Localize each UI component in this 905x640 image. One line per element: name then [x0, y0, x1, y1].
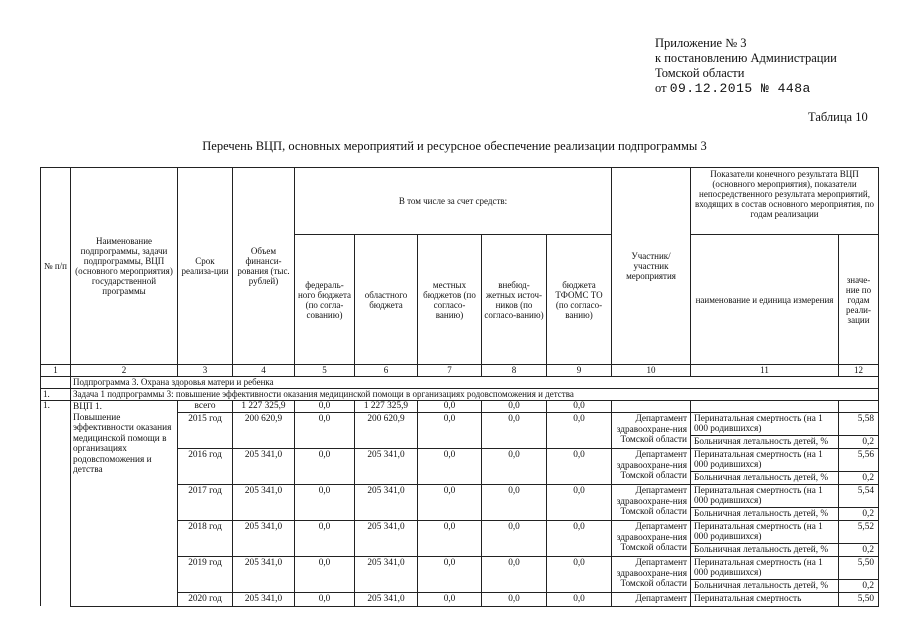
indicator-perinatal-value: 5,58	[839, 413, 879, 436]
column-number: 10	[612, 365, 691, 377]
column-numbers-row	[41, 365, 879, 377]
vcp-name	[71, 401, 178, 607]
total-volume: 1 227 325,9	[233, 401, 295, 413]
year-tfoms: 0,0	[547, 449, 612, 485]
year-federal: 0,0	[295, 449, 355, 485]
indicator-perinatal: Перинатальная смертность (на 1 000 родившихся)	[691, 413, 839, 436]
year-extra: 0,0	[482, 449, 547, 485]
year-federal: 0,0	[295, 485, 355, 521]
total-regional: 1 227 325,9	[355, 401, 418, 413]
indicator-perinatal: Перинатальная смертность (на 1 000 родившихся)	[691, 557, 839, 580]
year-participant: Департамент здравоохране-ния Томской области	[612, 413, 691, 449]
year-tfoms: 0,0	[547, 485, 612, 521]
header-regional: областного бюджета	[355, 235, 418, 365]
year-period: 2015 год	[178, 413, 233, 449]
year-period: 2016 год	[178, 449, 233, 485]
total-tfoms: 0,0	[547, 401, 612, 413]
year-period: 2017 год	[178, 485, 233, 521]
year-volume: 200 620,9	[233, 413, 295, 449]
indicator-mortality-value: 0,2	[839, 508, 879, 521]
indicator-mortality: Больничная летальность детей, %	[691, 508, 839, 521]
column-number: 9	[547, 365, 612, 377]
column-number: 1	[41, 365, 71, 377]
year-period: 2020 год	[178, 593, 233, 607]
year-tfoms: 0,0	[547, 593, 612, 607]
header-indicators-group: Показатели конечного результата ВЦП (основного мероприятия), показатели непосредственного результата мероприятий, входящих в состав основного мероприятия, по годам реализации	[691, 168, 879, 235]
year-participant: Департамент	[612, 593, 691, 607]
year-volume: 205 341,0	[233, 557, 295, 593]
indicator-perinatal-value: 5,50	[839, 593, 879, 607]
year-regional: 205 341,0	[355, 521, 418, 557]
year-extra: 0,0	[482, 593, 547, 607]
year-federal: 0,0	[295, 593, 355, 607]
year-period: 2019 год	[178, 557, 233, 593]
task-num: 1.	[41, 389, 71, 401]
header-participant: Участник/ участник мероприятия	[612, 168, 691, 365]
task-label: Задача 1 подпрограммы 3: повышение эффективности оказания медицинской помощи в организациях родовспоможения и детства	[71, 389, 879, 401]
indicator-mortality-value: 0,2	[839, 544, 879, 557]
vcp-name-text: Повышение эффективности оказания медицинской помощи в организациях родовспоможения и детства	[73, 412, 172, 475]
year-extra: 0,0	[482, 557, 547, 593]
appendix-line-1: Приложение № 3	[655, 36, 747, 50]
year-volume: 205 341,0	[233, 593, 295, 607]
column-number: 4	[233, 365, 295, 377]
header-sources-group: В том числе за счет средств:	[295, 168, 612, 235]
total-indicator-empty	[691, 401, 839, 413]
year-extra: 0,0	[482, 413, 547, 449]
column-number: 3	[178, 365, 233, 377]
indicator-perinatal-value: 5,54	[839, 485, 879, 508]
appendix-block	[655, 36, 837, 96]
total-value-empty	[839, 401, 879, 413]
document-title-text: Перечень ВЦП, основных мероприятий и ресурсное обеспечение реализации подпрограммы 3	[202, 139, 707, 153]
indicator-perinatal-value: 5,50	[839, 557, 879, 580]
indicator-perinatal-value: 5,52	[839, 521, 879, 544]
year-local: 0,0	[418, 485, 482, 521]
year-federal: 0,0	[295, 557, 355, 593]
year-tfoms: 0,0	[547, 557, 612, 593]
year-extra: 0,0	[482, 521, 547, 557]
year-tfoms: 0,0	[547, 413, 612, 449]
indicator-mortality-value: 0,2	[839, 436, 879, 449]
indicator-mortality: Больничная летальность детей, %	[691, 544, 839, 557]
year-participant: Департамент здравоохране-ния Томской области	[612, 521, 691, 557]
indicator-mortality: Больничная летальность детей, %	[691, 436, 839, 449]
column-number: 7	[418, 365, 482, 377]
indicator-mortality-value: 0,2	[839, 580, 879, 593]
appendix-line-3: Томской области	[655, 66, 745, 80]
header-volume: Объем финанси-рования (тыс. рублей)	[233, 168, 295, 365]
indicator-perinatal: Перинатальная смертность (на 1 000 родившихся)	[691, 449, 839, 472]
year-local: 0,0	[418, 521, 482, 557]
indicator-perinatal-value: 5,56	[839, 449, 879, 472]
task-row	[41, 389, 879, 401]
header-num: № п/п	[41, 168, 71, 365]
header-local: местных бюджетов (по согласо-ванию)	[418, 235, 482, 365]
column-number: 8	[482, 365, 547, 377]
subprogram-row	[41, 377, 879, 389]
header-period: Срок реализа-ции	[178, 168, 233, 365]
column-number: 6	[355, 365, 418, 377]
total-local: 0,0	[418, 401, 482, 413]
vcp-total-row	[41, 401, 879, 413]
year-local: 0,0	[418, 593, 482, 607]
appendix-line-2: к постановлению Администрации	[655, 51, 837, 65]
vcp-name-title: ВЦП 1.	[73, 402, 102, 412]
year-participant: Департамент здравоохране-ния Томской области	[612, 485, 691, 521]
total-federal: 0,0	[295, 401, 355, 413]
indicator-mortality: Больничная летальность детей, %	[691, 472, 839, 485]
year-tfoms: 0,0	[547, 521, 612, 557]
subprogram-label: Подпрограмма 3. Охрана здоровья матери и ребенка	[71, 377, 879, 389]
year-local: 0,0	[418, 449, 482, 485]
year-local: 0,0	[418, 557, 482, 593]
year-local: 0,0	[418, 413, 482, 449]
appendix-date-prefix: от	[655, 81, 667, 95]
column-number: 11	[691, 365, 839, 377]
column-number: 5	[295, 365, 355, 377]
total-period: всего	[178, 401, 233, 413]
column-number: 2	[71, 365, 178, 377]
indicator-perinatal: Перинатальная смертность (на 1 000 родившихся)	[691, 521, 839, 544]
header-indicator-name: наименование и единица измерения	[691, 235, 839, 365]
total-extra: 0,0	[482, 401, 547, 413]
year-period: 2018 год	[178, 521, 233, 557]
year-federal: 0,0	[295, 413, 355, 449]
vcp-num: 1.	[41, 401, 71, 607]
year-regional: 205 341,0	[355, 485, 418, 521]
year-volume: 205 341,0	[233, 521, 295, 557]
header-tfoms: бюджета ТФОМС ТО (по согласо-ванию)	[547, 235, 612, 365]
year-regional: 205 341,0	[355, 449, 418, 485]
year-volume: 205 341,0	[233, 449, 295, 485]
year-regional: 200 620,9	[355, 413, 418, 449]
year-participant: Департамент здравоохране-ния Томской области	[612, 449, 691, 485]
header-indicator-value: значе-ние по годам реали-зации	[839, 235, 879, 365]
funding-table	[40, 167, 879, 607]
table-number: Таблица 10	[808, 110, 868, 124]
year-volume: 205 341,0	[233, 485, 295, 521]
header-name: Наименование подпрограммы, задачи подпрограммы, ВЦП (основного мероприятия) государственной программы	[71, 168, 178, 365]
year-federal: 0,0	[295, 521, 355, 557]
column-number: 12	[839, 365, 879, 377]
appendix-line-4	[655, 81, 837, 96]
indicator-mortality-value: 0,2	[839, 472, 879, 485]
year-extra: 0,0	[482, 485, 547, 521]
year-participant: Департамент здравоохране-ния Томской области	[612, 557, 691, 593]
appendix-date-number: 09.12.2015 № 448а	[669, 81, 811, 96]
document-title	[0, 139, 905, 154]
header-extra: внебюд-жетных источ-ников (по согласо-ванию)	[482, 235, 547, 365]
indicator-perinatal: Перинатальная смертность	[691, 593, 839, 607]
total-participant-empty	[612, 401, 691, 413]
year-regional: 205 341,0	[355, 593, 418, 607]
year-regional: 205 341,0	[355, 557, 418, 593]
indicator-perinatal: Перинатальная смертность (на 1 000 родившихся)	[691, 485, 839, 508]
header-federal: федераль-ного бюджета (по согла-сованию)	[295, 235, 355, 365]
indicator-mortality: Больничная летальность детей, %	[691, 580, 839, 593]
